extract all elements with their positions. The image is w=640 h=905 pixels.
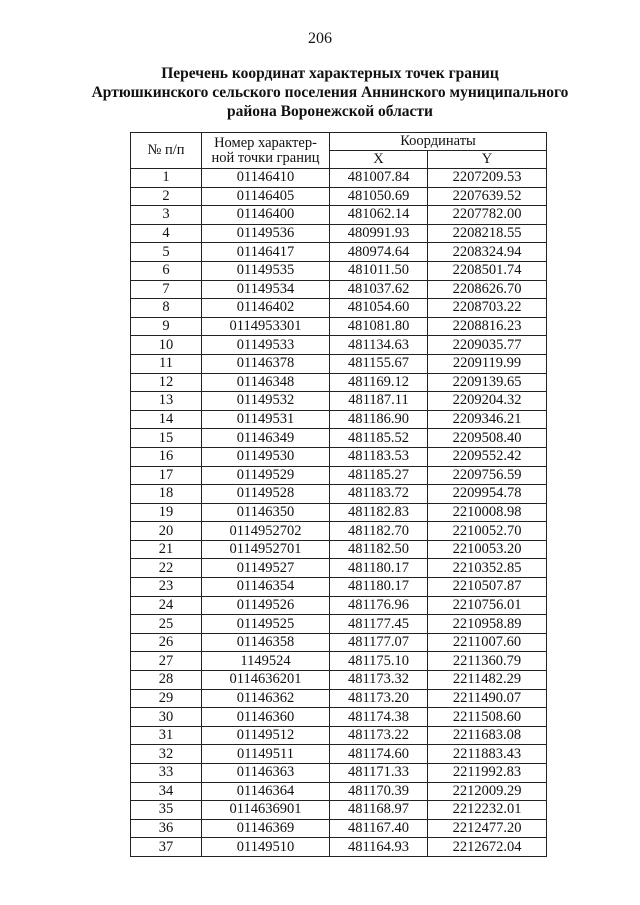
row-index: 19 — [131, 503, 202, 522]
row-index: 26 — [131, 633, 202, 652]
table-row — [131, 169, 547, 188]
coordinate-x: 480974.64 — [330, 243, 428, 262]
table-row — [131, 801, 547, 820]
coordinate-x: 481134.63 — [330, 336, 428, 355]
title-line: Перечень координат характерных точек границ — [161, 65, 499, 82]
row-index: 20 — [131, 522, 202, 541]
coordinate-x: 481167.40 — [330, 819, 428, 838]
coordinate-y: 2211883.43 — [428, 745, 547, 764]
table-row — [131, 243, 547, 262]
coordinate-y: 2209954.78 — [428, 485, 547, 504]
row-index: 10 — [131, 336, 202, 355]
row-index: 16 — [131, 447, 202, 466]
table-row — [131, 689, 547, 708]
coordinate-x: 481175.10 — [330, 652, 428, 671]
coordinate-x: 481062.14 — [330, 206, 428, 225]
point-number: 01146417 — [202, 243, 330, 262]
coordinate-y: 2209035.77 — [428, 336, 547, 355]
row-index: 22 — [131, 559, 202, 578]
coordinate-x: 481176.96 — [330, 596, 428, 615]
table-row — [131, 187, 547, 206]
coordinate-y: 2208703.22 — [428, 299, 547, 318]
row-index: 24 — [131, 596, 202, 615]
coordinate-x: 481173.22 — [330, 726, 428, 745]
point-number: 0114636201 — [202, 671, 330, 690]
point-number: 01149528 — [202, 485, 330, 504]
point-number: 01149531 — [202, 410, 330, 429]
point-number: 01146348 — [202, 373, 330, 392]
table-row — [131, 745, 547, 764]
point-number: 01146350 — [202, 503, 330, 522]
coordinate-x: 481007.84 — [330, 169, 428, 188]
coordinate-y: 2211490.07 — [428, 689, 547, 708]
coordinate-x: 480991.93 — [330, 224, 428, 243]
page-number: 206 — [308, 30, 332, 47]
title-line: района Воронежской области — [227, 103, 433, 120]
coordinate-y: 2210958.89 — [428, 615, 547, 634]
coordinate-y: 2211508.60 — [428, 708, 547, 727]
coordinate-x: 481173.32 — [330, 671, 428, 690]
point-number: 01149510 — [202, 838, 330, 857]
point-number: 0114636901 — [202, 801, 330, 820]
header-x: X — [330, 151, 428, 169]
table-row — [131, 559, 547, 578]
row-index: 15 — [131, 429, 202, 448]
row-index: 23 — [131, 578, 202, 597]
row-index: 1 — [131, 169, 202, 188]
table-row — [131, 652, 547, 671]
coordinate-x: 481185.52 — [330, 429, 428, 448]
coordinate-y: 2209119.99 — [428, 354, 547, 373]
point-number: 01149532 — [202, 392, 330, 411]
row-index: 28 — [131, 671, 202, 690]
coordinate-x: 481169.12 — [330, 373, 428, 392]
coordinate-y: 2208324.94 — [428, 243, 547, 262]
coordinate-y: 2212477.20 — [428, 819, 547, 838]
coordinate-y: 2209139.65 — [428, 373, 547, 392]
row-index: 8 — [131, 299, 202, 318]
coordinate-y: 2207782.00 — [428, 206, 547, 225]
coordinate-x: 481155.67 — [330, 354, 428, 373]
point-number: 01149511 — [202, 745, 330, 764]
coordinate-y: 2210352.85 — [428, 559, 547, 578]
coordinate-y: 2207639.52 — [428, 187, 547, 206]
point-number: 01146405 — [202, 187, 330, 206]
coordinate-y: 2209552.42 — [428, 447, 547, 466]
row-index: 31 — [131, 726, 202, 745]
table-row — [131, 782, 547, 801]
row-index: 34 — [131, 782, 202, 801]
coordinate-x: 481183.53 — [330, 447, 428, 466]
row-index: 33 — [131, 764, 202, 783]
coordinate-y: 2211482.29 — [428, 671, 547, 690]
title-line: Артюшкинского сельского поселения Аннинского муниципального — [91, 84, 569, 101]
document-title — [60, 64, 600, 121]
point-number: 01149530 — [202, 447, 330, 466]
table-row — [131, 261, 547, 280]
row-index: 37 — [131, 838, 202, 857]
point-number: 01149534 — [202, 280, 330, 299]
coordinate-y: 2211360.79 — [428, 652, 547, 671]
header-index: № п/п — [131, 133, 202, 169]
coordinate-y: 2211992.83 — [428, 764, 547, 783]
coordinate-x: 481174.60 — [330, 745, 428, 764]
table-row — [131, 726, 547, 745]
row-index: 13 — [131, 392, 202, 411]
coordinate-x: 481177.07 — [330, 633, 428, 652]
table-row — [131, 578, 547, 597]
row-index: 18 — [131, 485, 202, 504]
table-row — [131, 299, 547, 318]
table-row — [131, 317, 547, 336]
coordinate-y: 2209508.40 — [428, 429, 547, 448]
coordinate-x: 481177.45 — [330, 615, 428, 634]
table-row — [131, 708, 547, 727]
row-index: 29 — [131, 689, 202, 708]
point-number: 1149524 — [202, 652, 330, 671]
coordinate-x: 481081.80 — [330, 317, 428, 336]
coordinate-x: 481186.90 — [330, 410, 428, 429]
point-number: 01146400 — [202, 206, 330, 225]
row-index: 12 — [131, 373, 202, 392]
coordinate-y: 2209756.59 — [428, 466, 547, 485]
coordinate-x: 481170.39 — [330, 782, 428, 801]
point-number: 01149527 — [202, 559, 330, 578]
point-number: 0114952702 — [202, 522, 330, 541]
point-number: 01146369 — [202, 819, 330, 838]
coordinate-y: 2208501.74 — [428, 261, 547, 280]
table-row — [131, 224, 547, 243]
table-row — [131, 540, 547, 559]
coordinate-y: 2209204.32 — [428, 392, 547, 411]
row-index: 36 — [131, 819, 202, 838]
coordinate-y: 2208626.70 — [428, 280, 547, 299]
row-index: 4 — [131, 224, 202, 243]
header-point-line: Номер характер- — [214, 134, 317, 151]
table-header — [131, 133, 547, 169]
coordinate-x: 481182.83 — [330, 503, 428, 522]
point-number: 01146362 — [202, 689, 330, 708]
point-number: 01146358 — [202, 633, 330, 652]
table-row — [131, 485, 547, 504]
coordinate-x: 481011.50 — [330, 261, 428, 280]
coordinate-y: 2207209.53 — [428, 169, 547, 188]
row-index: 2 — [131, 187, 202, 206]
row-index: 30 — [131, 708, 202, 727]
row-index: 5 — [131, 243, 202, 262]
coordinate-x: 481174.38 — [330, 708, 428, 727]
row-index: 7 — [131, 280, 202, 299]
row-index: 27 — [131, 652, 202, 671]
row-index: 9 — [131, 317, 202, 336]
header-y: Y — [428, 151, 547, 169]
point-number: 01149512 — [202, 726, 330, 745]
coordinate-x: 481187.11 — [330, 392, 428, 411]
row-index: 11 — [131, 354, 202, 373]
coordinate-y: 2211007.60 — [428, 633, 547, 652]
table-row — [131, 615, 547, 634]
coordinate-x: 481037.62 — [330, 280, 428, 299]
row-index: 14 — [131, 410, 202, 429]
coordinates-table — [130, 132, 547, 857]
table-row — [131, 633, 547, 652]
point-number: 01146364 — [202, 782, 330, 801]
table-row — [131, 671, 547, 690]
coordinate-y: 2208816.23 — [428, 317, 547, 336]
row-index: 17 — [131, 466, 202, 485]
coordinate-x: 481054.60 — [330, 299, 428, 318]
point-number: 01149525 — [202, 615, 330, 634]
table-row — [131, 596, 547, 615]
point-number: 01149533 — [202, 336, 330, 355]
table-body — [131, 169, 547, 857]
coordinate-y: 2210507.87 — [428, 578, 547, 597]
table-row — [131, 838, 547, 857]
table-row — [131, 392, 547, 411]
table-row — [131, 447, 547, 466]
coordinate-x: 481173.20 — [330, 689, 428, 708]
coordinate-y: 2212009.29 — [428, 782, 547, 801]
point-number: 01146363 — [202, 764, 330, 783]
point-number: 01146378 — [202, 354, 330, 373]
coordinate-y: 2210052.70 — [428, 522, 547, 541]
coordinate-y: 2211683.08 — [428, 726, 547, 745]
coordinate-x: 481182.70 — [330, 522, 428, 541]
row-index: 25 — [131, 615, 202, 634]
table-row — [131, 819, 547, 838]
table-row — [131, 336, 547, 355]
row-index: 35 — [131, 801, 202, 820]
row-index: 3 — [131, 206, 202, 225]
point-number: 0114952701 — [202, 540, 330, 559]
coordinate-x: 481168.97 — [330, 801, 428, 820]
table-row — [131, 503, 547, 522]
coordinate-y: 2212672.04 — [428, 838, 547, 857]
table-row — [131, 522, 547, 541]
coordinate-x: 481164.93 — [330, 838, 428, 857]
coordinate-y: 2210008.98 — [428, 503, 547, 522]
table-row — [131, 466, 547, 485]
point-number: 0114953301 — [202, 317, 330, 336]
row-index: 6 — [131, 261, 202, 280]
row-index: 21 — [131, 540, 202, 559]
point-number: 01149535 — [202, 261, 330, 280]
point-number: 01146349 — [202, 429, 330, 448]
coordinate-x: 481180.17 — [330, 559, 428, 578]
coordinate-x: 481050.69 — [330, 187, 428, 206]
point-number: 01146402 — [202, 299, 330, 318]
coordinate-y: 2208218.55 — [428, 224, 547, 243]
header-coordinates: Координаты — [330, 133, 547, 151]
coordinate-x: 481183.72 — [330, 485, 428, 504]
header-point-number — [202, 133, 330, 169]
coordinate-x: 481185.27 — [330, 466, 428, 485]
table-row — [131, 280, 547, 299]
coordinate-y: 2209346.21 — [428, 410, 547, 429]
row-index: 32 — [131, 745, 202, 764]
coordinate-y: 2210756.01 — [428, 596, 547, 615]
table-row — [131, 764, 547, 783]
coordinate-x: 481171.33 — [330, 764, 428, 783]
point-number: 01149526 — [202, 596, 330, 615]
point-number: 01146360 — [202, 708, 330, 727]
table-row — [131, 206, 547, 225]
point-number: 01149536 — [202, 224, 330, 243]
coordinate-y: 2212232.01 — [428, 801, 547, 820]
header-point-line: ной точки границ — [211, 149, 320, 166]
table-row — [131, 410, 547, 429]
coordinate-y: 2210053.20 — [428, 540, 547, 559]
table-row — [131, 373, 547, 392]
point-number: 01146354 — [202, 578, 330, 597]
coordinate-x: 481182.50 — [330, 540, 428, 559]
point-number: 01149529 — [202, 466, 330, 485]
point-number: 01146410 — [202, 169, 330, 188]
table-row — [131, 354, 547, 373]
table-row — [131, 429, 547, 448]
coordinate-x: 481180.17 — [330, 578, 428, 597]
